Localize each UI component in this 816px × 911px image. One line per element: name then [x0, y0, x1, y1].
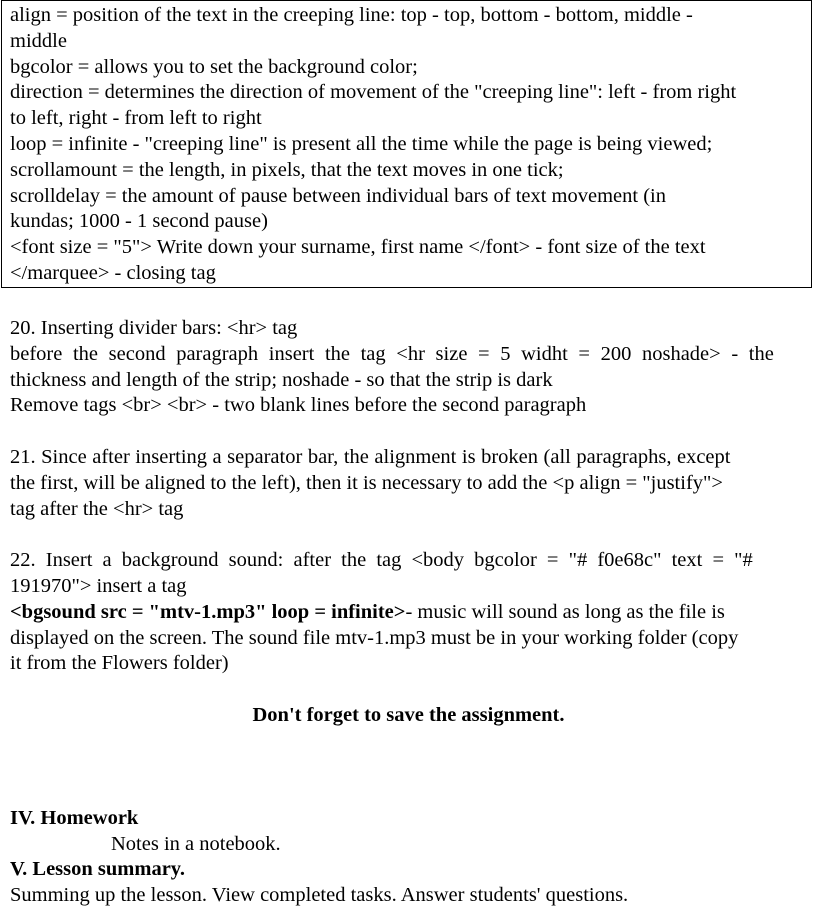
box-line: align = position of the text in the creeping line: top - top, bottom - bottom, middle - [10, 4, 693, 26]
box-line: scrolldelay = the amount of pause between individual bars of text movement (in [10, 184, 666, 207]
step-22-code-line [10, 600, 807, 626]
homework-heading: IV. Homework [10, 806, 139, 829]
step-20-text: before the second paragraph insert the tag <hr size = 5 widht = 200 noshade> - the [10, 342, 774, 365]
step-22-text: displayed on the screen. The sound file mtv-1.mp3 must be in your working folder (copy [10, 626, 739, 649]
spacer [10, 677, 807, 703]
homework-section [10, 806, 807, 858]
step-20-text: thickness and length of the strip; noshade - so that the strip is dark [10, 368, 553, 391]
step-22-text: 191970"> insert a tag [10, 574, 187, 597]
step-21-text: 21. Since after inserting a separator bar, the alignment is broken (all paragraphs, except [10, 445, 731, 468]
box-line: to left, right - from left to right [10, 107, 262, 130]
bgsound-code: <bgsound src = "mtv-1.mp3" loop = infinite> [10, 600, 406, 623]
summary-heading: V. Lesson summary. [10, 858, 186, 881]
box-line: </marquee> - closing tag [10, 261, 216, 284]
summary-section [10, 857, 807, 909]
summary-text: Summing up the lesson. View completed tasks. Answer students' questions. [10, 884, 629, 907]
spacer [10, 729, 807, 806]
step-20-text: Remove tags <br> <br> - two blank lines before the second paragraph [10, 394, 587, 417]
step-22 [10, 548, 807, 677]
box-line: direction = determines the direction of movement of the "creeping line": left - from right [10, 81, 737, 104]
step-21 [10, 445, 807, 522]
step-20-title: 20. Inserting divider bars: <hr> tag [10, 317, 298, 339]
step-20 [10, 316, 807, 419]
step-21-text: tag after the <hr> tag [10, 497, 184, 520]
box-line: middle [10, 29, 67, 52]
step-22-text: 22. Insert a background sound: after the tag <body bgcolor = "# f0e68c" text = "# [10, 549, 753, 572]
main-content [10, 316, 807, 909]
marquee-attributes-box [1, 0, 812, 288]
box-line: <font size = "5"> Write down your surname, first name </font> - font size of the text [10, 236, 706, 259]
step-21-text: the first, will be aligned to the left), then it is necessary to add the <p align = "justify"> [10, 471, 723, 494]
step-22-text: it from the Flowers folder) [10, 652, 229, 675]
box-line: kundas; 1000 - 1 second pause) [10, 210, 268, 233]
box-line: loop = infinite - "creeping line" is present all the time while the page is being viewed; [10, 132, 713, 155]
step-22-text: - music will sound as long as the file is [405, 600, 725, 623]
save-reminder: Don't forget to save the assignment. [252, 703, 565, 726]
spacer [10, 522, 807, 548]
spacer [10, 419, 807, 445]
box-line: bgcolor = allows you to set the background color; [10, 55, 418, 78]
homework-text: Notes in a notebook. [111, 832, 281, 855]
box-line: scrollamount = the length, in pixels, that the text moves in one tick; [10, 158, 564, 181]
